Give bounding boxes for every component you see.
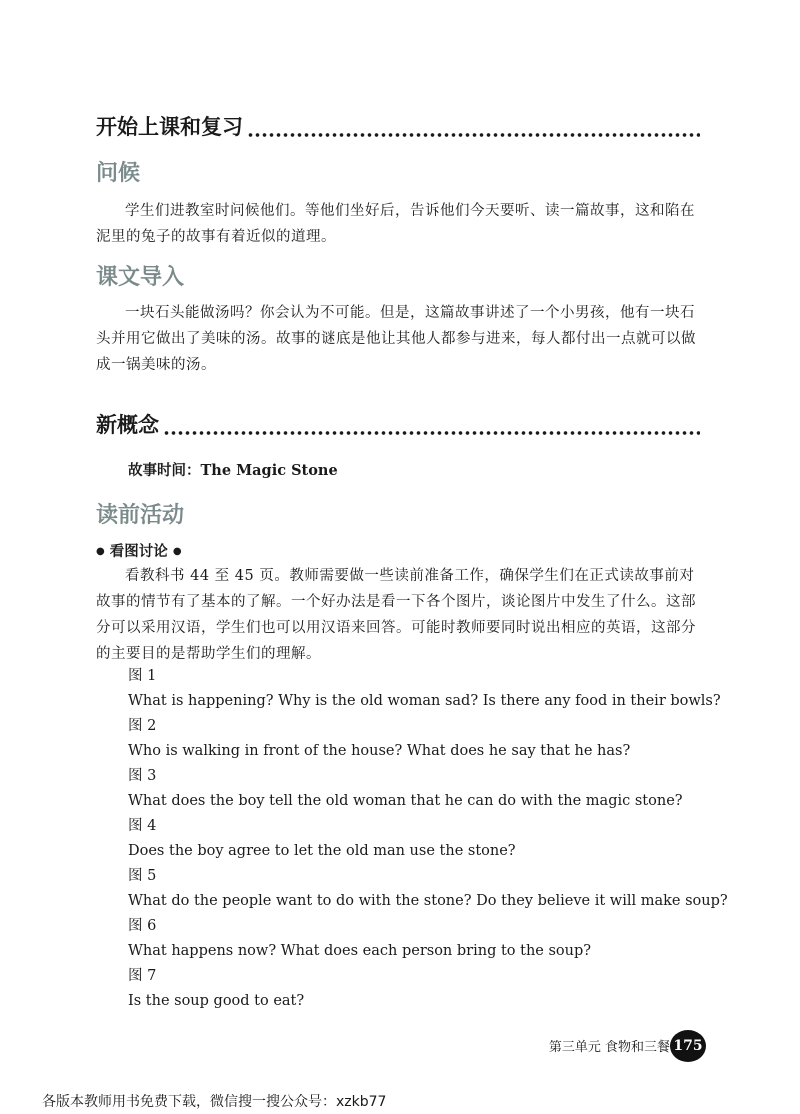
figure-question-list	[128, 664, 728, 1014]
unit-footer: 第三单元 食物和三餐	[548, 1040, 670, 1055]
figure-question: Does the boy agree to let the old man use the stone?	[128, 843, 516, 859]
discussion-label: 看图讨论	[109, 544, 168, 560]
figure-item	[128, 914, 708, 964]
dotted-rule	[163, 430, 700, 436]
bullet-dot-icon: ●	[96, 546, 105, 557]
figure-label: 图 7	[128, 968, 157, 984]
figure-question: What do the people want to do with the stone? Do they believe it will make soup?	[128, 893, 728, 909]
intro-heading: 课文导入	[96, 265, 185, 290]
figure-label: 图 3	[128, 768, 157, 784]
story-title: The Magic Stone	[200, 462, 338, 479]
figure-label: 图 5	[128, 868, 157, 884]
dotted-rule	[247, 132, 700, 138]
figure-label: 图 4	[128, 818, 157, 834]
figure-item	[128, 864, 728, 914]
figure-item	[128, 664, 721, 714]
figure-item	[128, 714, 708, 764]
figure-question: What is happening? Why is the old woman sad? Is there any food in their bowls?	[128, 693, 721, 709]
section-header-concept	[96, 406, 700, 438]
prereading-paragraph: 看教科书 44 至 45 页。教师需要做一些读前准备工作，确保学生们在正式读故事前对故事的情节有了基本的了解。一个好办法是看一下各个图片，谈论图片中发生了什么。这部分可以采用汉语，学生们也可以用汉语来回答。可能时教师要同时说出相应的英语，这部分的主要目的是帮助学生们的理解。	[96, 568, 696, 662]
story-time-line	[128, 459, 338, 483]
bullet-dot-icon: ●	[172, 546, 182, 557]
story-label: 故事时间：	[128, 462, 201, 479]
figure-item	[128, 764, 708, 814]
section-title: 开始上课和复习	[96, 115, 243, 139]
figure-question: Who is walking in front of the house? What does he say that he has?	[128, 743, 631, 759]
figure-item	[128, 964, 708, 1014]
greeting-heading: 问候	[96, 161, 141, 186]
discussion-subheading	[96, 540, 182, 564]
figure-question: What happens now? What does each person bring to the soup?	[128, 943, 592, 959]
download-notice: 各版本教师用书免费下载，微信搜一搜公众号：xzkb77	[42, 1094, 387, 1110]
figure-label: 图 6	[128, 918, 157, 934]
figure-item	[128, 814, 708, 864]
intro-paragraph: 一块石头能做汤吗？你会认为不可能。但是，这篇故事讲述了一个小男孩，他有一块石头并用它做出了美味的汤。故事的谜底是他让其他人都参与进来，每人都付出一点就可以做成一锅美味的汤。	[96, 305, 696, 373]
figure-label: 图 2	[128, 718, 157, 734]
figure-question: What does the boy tell the old woman that he can do with the magic stone?	[128, 793, 683, 809]
section-header-start	[96, 108, 700, 140]
figure-label: 图 1	[128, 668, 157, 684]
prereading-heading: 读前活动	[96, 503, 185, 528]
figure-question: Is the soup good to eat?	[128, 993, 305, 1009]
section-title: 新概念	[96, 413, 159, 437]
greeting-paragraph: 学生们进教室时问候他们。等他们坐好后，告诉他们今天要听、读一篇故事，这和陷在泥里的兔子的故事有着近似的道理。	[96, 203, 695, 245]
page-number-badge: 175	[670, 1030, 706, 1062]
